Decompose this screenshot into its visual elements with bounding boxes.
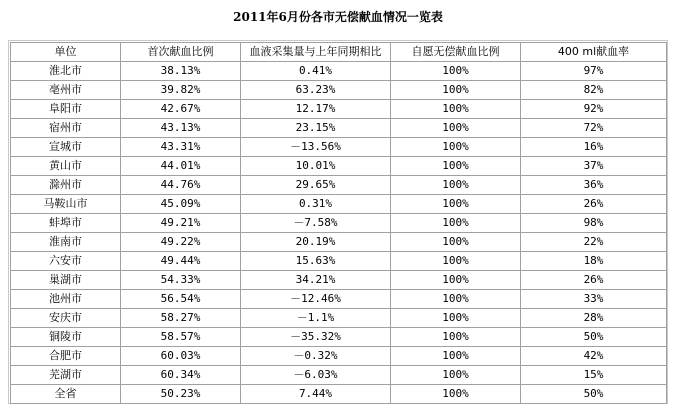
cell-unit: 安庆市 bbox=[11, 309, 121, 328]
cell-voluntary-ratio: 100% bbox=[391, 271, 521, 290]
cell-voluntary-ratio: 100% bbox=[391, 81, 521, 100]
cell-first-donation-ratio: 56.54% bbox=[121, 290, 241, 309]
cell-unit: 淮南市 bbox=[11, 233, 121, 252]
cell-collection-yoy: 0.41% bbox=[241, 62, 391, 81]
cell-first-donation-ratio: 42.67% bbox=[121, 100, 241, 119]
cell-400ml-rate: 33% bbox=[521, 290, 667, 309]
table-row bbox=[11, 252, 667, 271]
cell-unit: 马鞍山市 bbox=[11, 195, 121, 214]
cell-collection-yoy: －12.46% bbox=[241, 290, 391, 309]
cell-collection-yoy: －6.03% bbox=[241, 366, 391, 385]
cell-first-donation-ratio: 44.01% bbox=[121, 157, 241, 176]
table-row bbox=[11, 309, 667, 328]
cell-first-donation-ratio: 60.03% bbox=[121, 347, 241, 366]
header-collection-yoy: 血液采集量与上年同期相比 bbox=[241, 43, 391, 62]
table-row bbox=[11, 366, 667, 385]
cell-first-donation-ratio: 43.13% bbox=[121, 119, 241, 138]
cell-voluntary-ratio: 100% bbox=[391, 385, 521, 404]
cell-400ml-rate: 37% bbox=[521, 157, 667, 176]
cell-400ml-rate: 26% bbox=[521, 195, 667, 214]
cell-voluntary-ratio: 100% bbox=[391, 195, 521, 214]
cell-400ml-rate: 16% bbox=[521, 138, 667, 157]
cell-400ml-rate: 97% bbox=[521, 62, 667, 81]
cell-first-donation-ratio: 58.57% bbox=[121, 328, 241, 347]
cell-collection-yoy: 29.65% bbox=[241, 176, 391, 195]
cell-voluntary-ratio: 100% bbox=[391, 347, 521, 366]
cell-collection-yoy: 7.44% bbox=[241, 385, 391, 404]
table-row bbox=[11, 347, 667, 366]
cell-voluntary-ratio: 100% bbox=[391, 62, 521, 81]
cell-first-donation-ratio: 49.44% bbox=[121, 252, 241, 271]
cell-unit: 宿州市 bbox=[11, 119, 121, 138]
cell-400ml-rate: 26% bbox=[521, 271, 667, 290]
table-row bbox=[11, 195, 667, 214]
cell-400ml-rate: 15% bbox=[521, 366, 667, 385]
cell-first-donation-ratio: 43.31% bbox=[121, 138, 241, 157]
cell-voluntary-ratio: 100% bbox=[391, 138, 521, 157]
cell-unit: 全省 bbox=[11, 385, 121, 404]
cell-400ml-rate: 18% bbox=[521, 252, 667, 271]
blood-donation-table bbox=[10, 42, 667, 404]
cell-collection-yoy: 15.63% bbox=[241, 252, 391, 271]
page-title: 2011年6月份各市无偿献血情况一览表 bbox=[233, 10, 443, 24]
cell-collection-yoy: －13.56% bbox=[241, 138, 391, 157]
cell-collection-yoy: 12.17% bbox=[241, 100, 391, 119]
cell-unit: 宣城市 bbox=[11, 138, 121, 157]
cell-voluntary-ratio: 100% bbox=[391, 157, 521, 176]
table-row bbox=[11, 233, 667, 252]
cell-400ml-rate: 72% bbox=[521, 119, 667, 138]
cell-first-donation-ratio: 49.21% bbox=[121, 214, 241, 233]
table-row bbox=[11, 138, 667, 157]
table-row bbox=[11, 176, 667, 195]
table-row bbox=[11, 157, 667, 176]
cell-collection-yoy: 63.23% bbox=[241, 81, 391, 100]
cell-first-donation-ratio: 60.34% bbox=[121, 366, 241, 385]
header-first-donation-ratio: 首次献血比例 bbox=[121, 43, 241, 62]
cell-first-donation-ratio: 49.22% bbox=[121, 233, 241, 252]
cell-unit: 淮北市 bbox=[11, 62, 121, 81]
cell-collection-yoy: －35.32% bbox=[241, 328, 391, 347]
cell-collection-yoy: 20.19% bbox=[241, 233, 391, 252]
table-header-row bbox=[11, 43, 667, 62]
cell-voluntary-ratio: 100% bbox=[391, 252, 521, 271]
cell-unit: 巢湖市 bbox=[11, 271, 121, 290]
cell-voluntary-ratio: 100% bbox=[391, 233, 521, 252]
cell-unit: 蚌埠市 bbox=[11, 214, 121, 233]
cell-first-donation-ratio: 39.82% bbox=[121, 81, 241, 100]
table-row bbox=[11, 81, 667, 100]
cell-unit: 合肥市 bbox=[11, 347, 121, 366]
table-row bbox=[11, 119, 667, 138]
header-400ml-rate: 400 ml献血率 bbox=[521, 43, 667, 62]
table-row bbox=[11, 385, 667, 404]
header-voluntary-ratio: 自愿无偿献血比例 bbox=[391, 43, 521, 62]
table-row bbox=[11, 62, 667, 81]
cell-first-donation-ratio: 45.09% bbox=[121, 195, 241, 214]
cell-first-donation-ratio: 50.23% bbox=[121, 385, 241, 404]
cell-unit: 池州市 bbox=[11, 290, 121, 309]
cell-first-donation-ratio: 54.33% bbox=[121, 271, 241, 290]
cell-first-donation-ratio: 44.76% bbox=[121, 176, 241, 195]
cell-400ml-rate: 36% bbox=[521, 176, 667, 195]
cell-collection-yoy: －1.1% bbox=[241, 309, 391, 328]
cell-voluntary-ratio: 100% bbox=[391, 366, 521, 385]
cell-voluntary-ratio: 100% bbox=[391, 214, 521, 233]
cell-400ml-rate: 50% bbox=[521, 328, 667, 347]
table-row bbox=[11, 290, 667, 309]
cell-voluntary-ratio: 100% bbox=[391, 176, 521, 195]
cell-400ml-rate: 82% bbox=[521, 81, 667, 100]
table-row bbox=[11, 271, 667, 290]
cell-voluntary-ratio: 100% bbox=[391, 100, 521, 119]
cell-400ml-rate: 22% bbox=[521, 233, 667, 252]
cell-unit: 芜湖市 bbox=[11, 366, 121, 385]
cell-voluntary-ratio: 100% bbox=[391, 328, 521, 347]
cell-collection-yoy: 10.01% bbox=[241, 157, 391, 176]
cell-unit: 铜陵市 bbox=[11, 328, 121, 347]
cell-400ml-rate: 98% bbox=[521, 214, 667, 233]
cell-400ml-rate: 92% bbox=[521, 100, 667, 119]
table-row bbox=[11, 328, 667, 347]
header-unit: 单位 bbox=[11, 43, 121, 62]
cell-400ml-rate: 28% bbox=[521, 309, 667, 328]
cell-collection-yoy: －0.32% bbox=[241, 347, 391, 366]
cell-unit: 黄山市 bbox=[11, 157, 121, 176]
cell-unit: 滁州市 bbox=[11, 176, 121, 195]
cell-voluntary-ratio: 100% bbox=[391, 119, 521, 138]
cell-voluntary-ratio: 100% bbox=[391, 290, 521, 309]
cell-unit: 六安市 bbox=[11, 252, 121, 271]
cell-first-donation-ratio: 58.27% bbox=[121, 309, 241, 328]
cell-unit: 阜阳市 bbox=[11, 100, 121, 119]
cell-first-donation-ratio: 38.13% bbox=[121, 62, 241, 81]
cell-unit: 亳州市 bbox=[11, 81, 121, 100]
table-body bbox=[11, 62, 667, 404]
table-row bbox=[11, 214, 667, 233]
cell-collection-yoy: 0.31% bbox=[241, 195, 391, 214]
cell-collection-yoy: －7.58% bbox=[241, 214, 391, 233]
table-row bbox=[11, 100, 667, 119]
cell-collection-yoy: 34.21% bbox=[241, 271, 391, 290]
cell-400ml-rate: 50% bbox=[521, 385, 667, 404]
cell-voluntary-ratio: 100% bbox=[391, 309, 521, 328]
cell-collection-yoy: 23.15% bbox=[241, 119, 391, 138]
cell-400ml-rate: 42% bbox=[521, 347, 667, 366]
